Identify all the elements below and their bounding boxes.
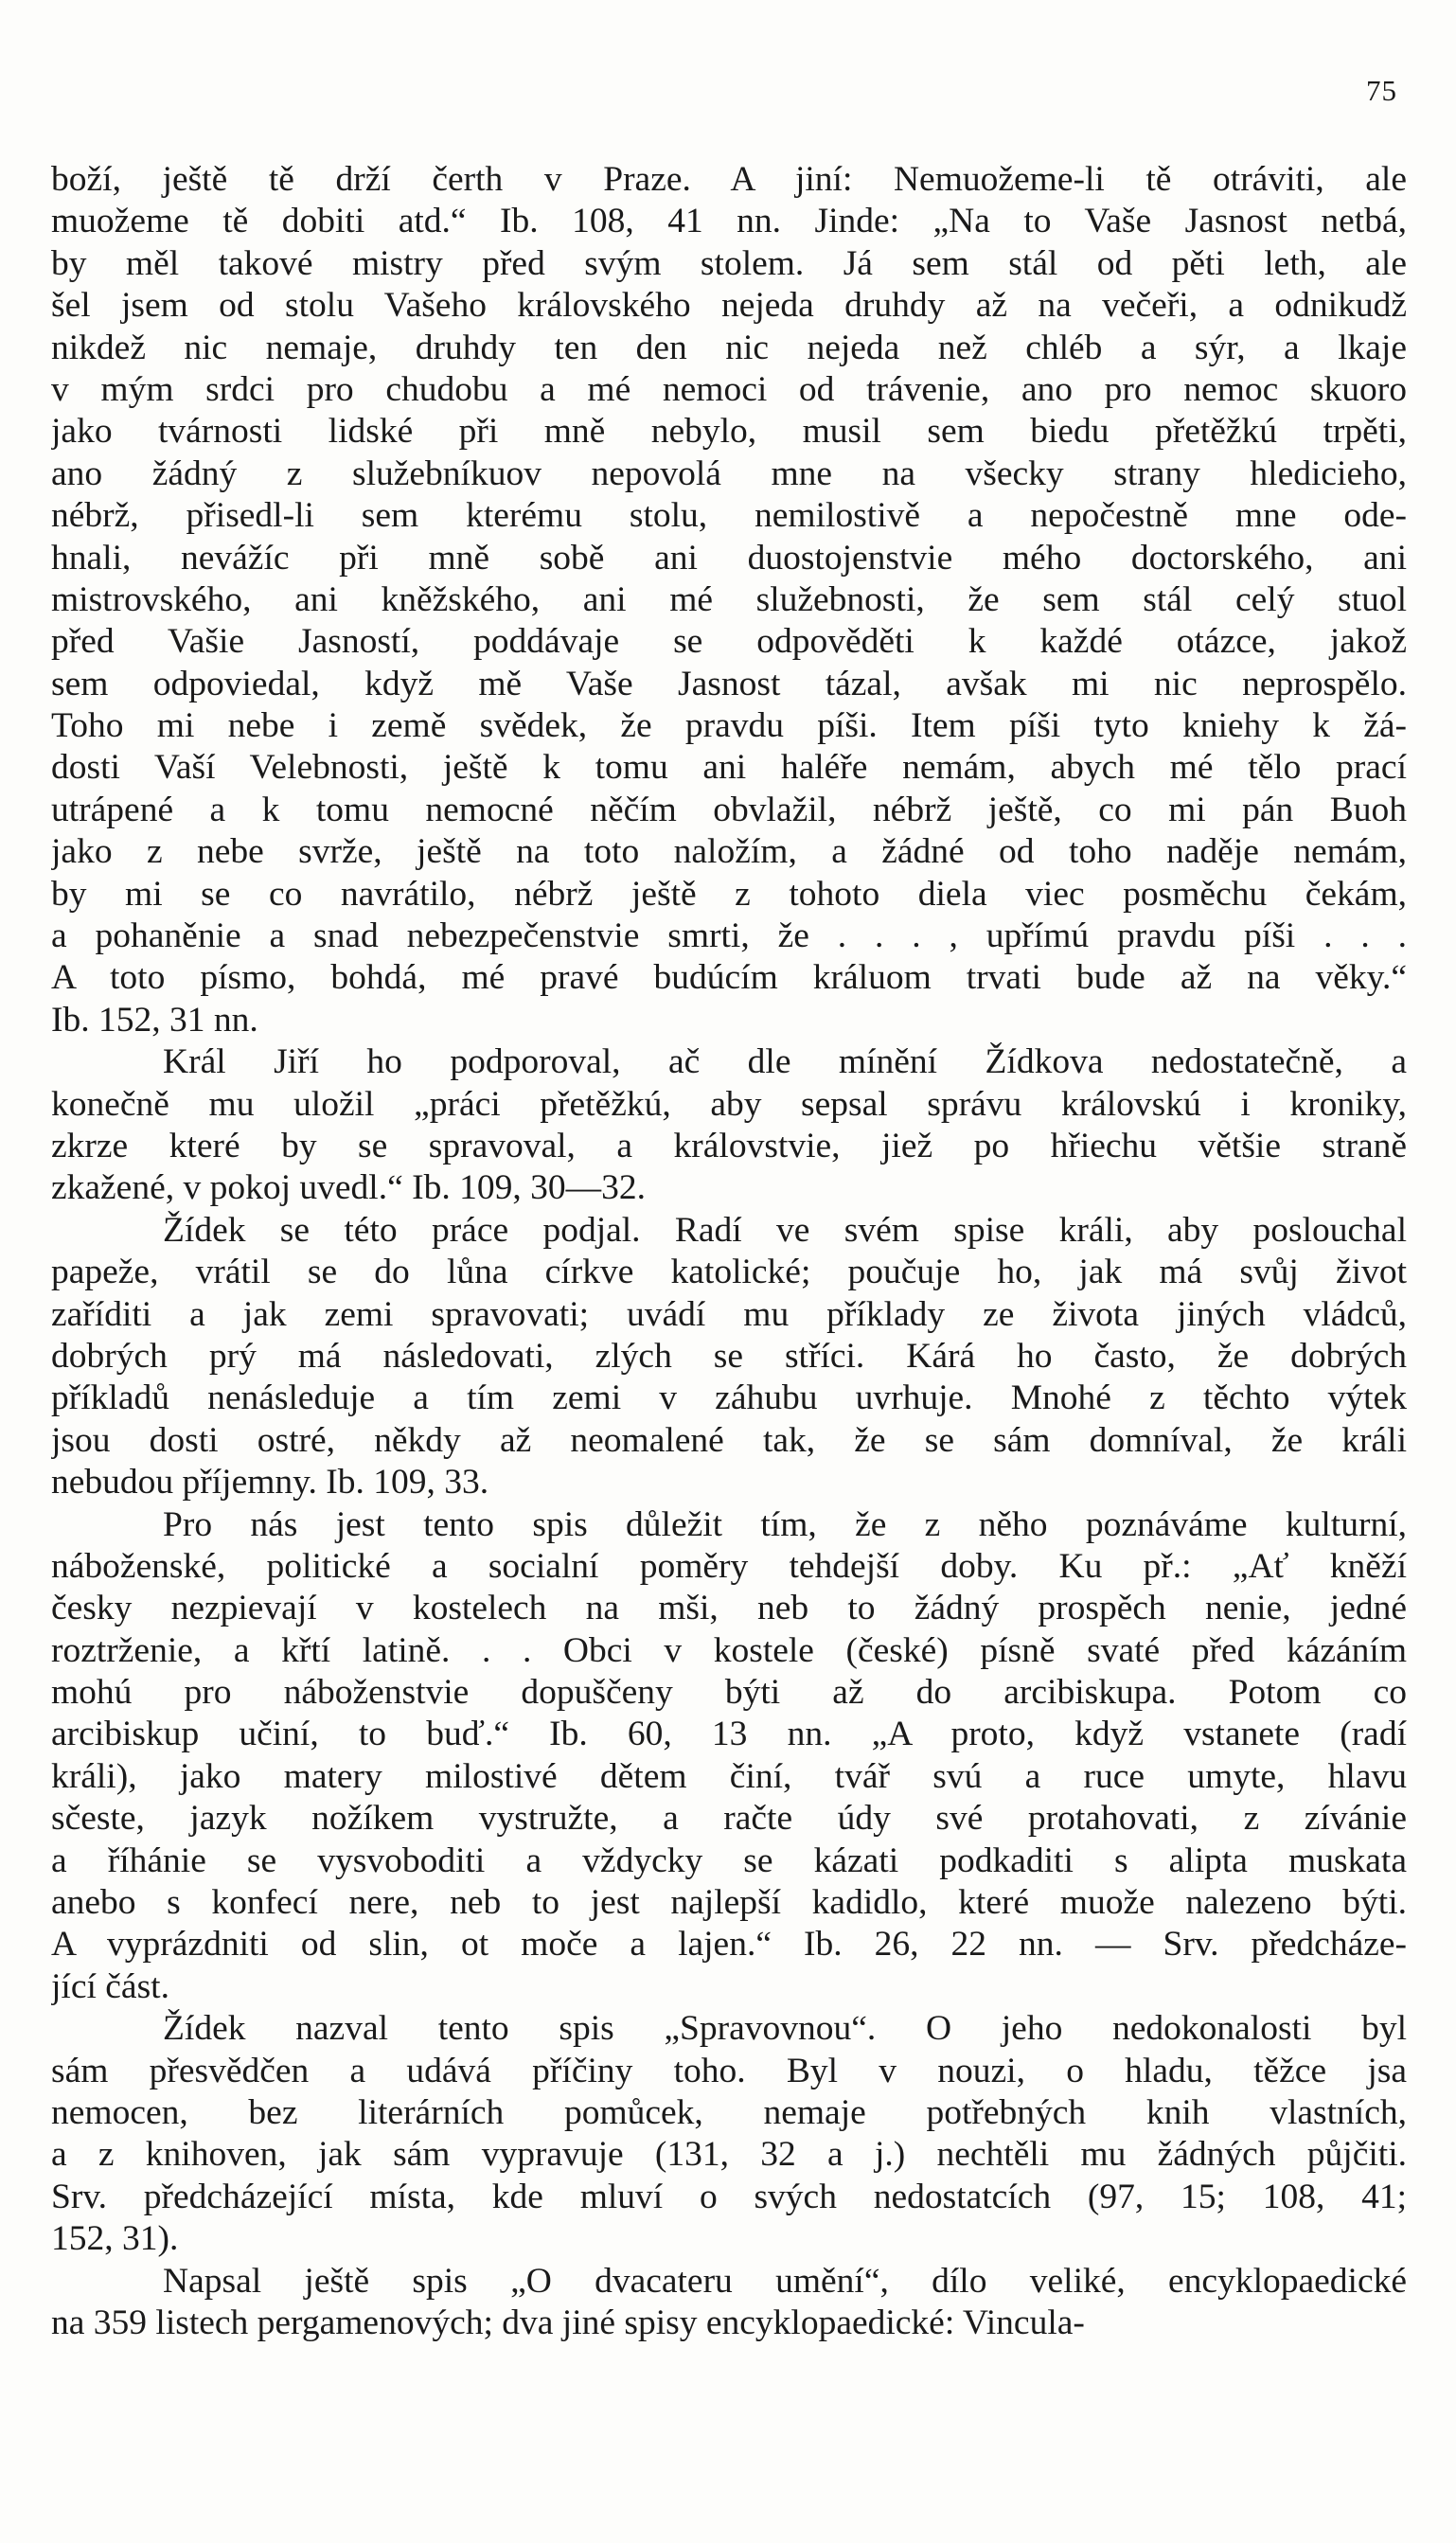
text-line: jsou dosti ostré, někdy až neomalené tak, že se sám domníval, že králi — [51, 1420, 1407, 1460]
text-line: na 359 listech pergamenových; dva jiné spisy encyklopaedické: Vincula- — [51, 2303, 1085, 2342]
paragraph — [51, 2008, 1407, 2260]
text-line: a říhánie se vysvoboditi a vždycky se kázati podkaditi s alipta muskata — [51, 1841, 1407, 1880]
text-line: a z knihoven, jak sám vypravuje (131, 32 a j.) nechtěli mu žádných půjčiti. — [51, 2135, 1407, 2175]
text-line: zkažené, v pokoj uvedl.“ Ib. 109, 30—32. — [51, 1168, 646, 1208]
text-line: hnali, nevážíc při mně sobě ani duostojenstvie mého doctorského, ani — [51, 538, 1407, 578]
text-line: dobrých prý má následovati, zlých se stříci. Kárá ho často, že dobrých — [51, 1336, 1407, 1376]
text-line: Toho mi nebe i země svědek, že pravdu píši. Item píši tyto kniehy k žá- — [51, 706, 1407, 746]
text-line: Žídek nazval tento spis „Spravovnou“. O jeho nedokonalosti byl — [163, 2009, 1407, 2049]
text-line: papeže, vrátil se do lůna církve katolické; poučuje ho, jak má svůj život — [51, 1253, 1407, 1292]
text-line: sčeste, jazyk nožíkem vystružte, a račte údy své protahovati, z zívánie — [51, 1799, 1407, 1839]
text-line: Napsal ještě spis „O dvacateru umění“, dílo veliké, encyklopaedické — [163, 2261, 1407, 2301]
text-line: nemocen, bez literárních pomůcek, nemaje potřebných knih vlastních, — [51, 2092, 1407, 2132]
text-line: by měl takové mistry před svým stolem. Já sem stál od pěti leth, ale — [51, 243, 1407, 283]
text-line: sem odpoviedal, když mě Vaše Jasnost tázal, avšak mi nic neprospělo. — [51, 664, 1407, 703]
text-line: sám přesvědčen a udává příčiny toho. Byl v nouzi, o hladu, těžce jsa — [51, 2051, 1407, 2090]
text-line: mistrovského, ani kněžského, ani mé služebnosti, že sem stál celý stuol — [51, 579, 1407, 619]
text-line: A vyprázdniti od slin, ot moče a lajen.“ Ib. 26, 22 nn. — Srv. předcháze- — [51, 1925, 1407, 1965]
text-line: muožeme tě dobiti atd.“ Ib. 108, 41 nn. Jinde: „Na to Vaše Jasnost netbá, — [51, 202, 1407, 241]
text-line: Srv. předcházející místa, kde mluví o svých nedostatcích (97, 15; 108, 41; — [51, 2177, 1407, 2216]
text-line: Pro nás jest tento spis důležit tím, že z něho poznáváme kulturní, — [163, 1504, 1407, 1544]
text-line: dosti Vaší Velebnosti, ještě k tomu ani haléře nemám, abych mé tělo prací — [51, 748, 1407, 788]
text-line: jící část. — [51, 1966, 169, 2006]
text-line: Ib. 152, 31 nn. — [51, 1000, 258, 1040]
text-line: by mi se co navrátilo, nébrž ještě z tohoto diela viec posměchu čekám, — [51, 874, 1407, 914]
text-line: Král Jiří ho podporoval, ač dle mínění Žídkova nedostatečně, a — [163, 1042, 1407, 1082]
text-line: 152, 31). — [51, 2219, 179, 2259]
text-line: Žídek se této práce podjal. Radí ve svém spise králi, aby poslouchal — [163, 1210, 1407, 1250]
text-line: králi), jako matery milostivé dětem činí, tvář svú a ruce umyte, hlavu — [51, 1756, 1407, 1796]
text-line: mohú pro náboženstvie dopuščeny býti až do arcibiskupa. Potom co — [51, 1673, 1407, 1713]
text-line: česky nezpievají v kostelech na mši, neb to žádný prospěch nenie, jedné — [51, 1589, 1407, 1628]
text-line: anebo s konfecí nere, neb to jest najlepší kadidlo, které muože nalezeno býti. — [51, 1883, 1407, 1923]
text-body — [51, 159, 1407, 2344]
text-line: zkrze které by se spravoval, a královstvie, jiež po hřiechu většie straně — [51, 1126, 1407, 1165]
paragraph — [51, 2261, 1407, 2345]
text-line: před Vašie Jasností, poddávaje se odpověděti k každé otázce, jakož — [51, 622, 1407, 662]
text-line: zaříditi a jak zemi spravovati; uvádí mu příklady ze života jiných vládců, — [51, 1294, 1407, 1334]
text-line: jako z nebe svrže, ještě na toto naložím, a žádné od toho naděje nemám, — [51, 832, 1407, 872]
text-line: nébrž, přisedl-li sem kterému stolu, nemilostivě a nepočestně mne ode- — [51, 496, 1407, 536]
text-line: konečně mu uložil „práci přetěžkú, aby sepsal správu královskú i kroniky, — [51, 1084, 1407, 1124]
text-line: ano žádný z služebníkuov nepovolá mne na všecky strany hledicieho, — [51, 453, 1407, 493]
text-line: A toto písmo, bohdá, mé pravé budúcím králuom trvati bude až na věky.“ — [51, 958, 1407, 998]
text-line: roztrženie, a křtí latině. . . Obci v kostele (české) písně svaté před kázáním — [51, 1630, 1407, 1670]
text-line: v mým srdci pro chudobu a mé nemoci od trávenie, ano pro nemoc skuoro — [51, 369, 1407, 409]
paragraph — [51, 1504, 1407, 2009]
page-number: 75 — [1366, 74, 1397, 107]
text-line: náboženské, politické a socialní poměry tehdejší doby. Ku př.: „Ať kněží — [51, 1546, 1407, 1586]
text-line: jako tvárnosti lidské při mně nebylo, musil sem biedu přetěžkú trpěti, — [51, 412, 1407, 452]
text-line: arcibiskup učiní, to buď.“ Ib. 60, 13 nn. „A proto, když vstanete (radí — [51, 1715, 1407, 1754]
text-line: šel jsem od stolu Vašeho královského nejeda druhdy až na večeři, a odnikudž — [51, 286, 1407, 326]
paragraph — [51, 159, 1407, 1041]
paragraph — [51, 1041, 1407, 1210]
text-line: utrápené a k tomu nemocné něčím obvlažil, nébrž ještě, co mi pán Buoh — [51, 790, 1407, 829]
text-line: boží, ještě tě drží čerth v Praze. A jiní: Nemuožeme-li tě otráviti, ale — [51, 160, 1407, 199]
text-line: příkladů nenásleduje a tím zemi v záhubu uvrhuje. Mnohé z těchto výtek — [51, 1378, 1407, 1418]
text-line: nikdež nic nemaje, druhdy ten den nic nejeda než chléb a sýr, a lkaje — [51, 328, 1407, 367]
text-line: a pohaněnie a snad nebezpečenstvie smrti, že . . . , upřímú pravdu píši . . . — [51, 916, 1407, 956]
paragraph — [51, 1210, 1407, 1504]
text-line: nebudou příjemny. Ib. 109, 33. — [51, 1463, 489, 1503]
